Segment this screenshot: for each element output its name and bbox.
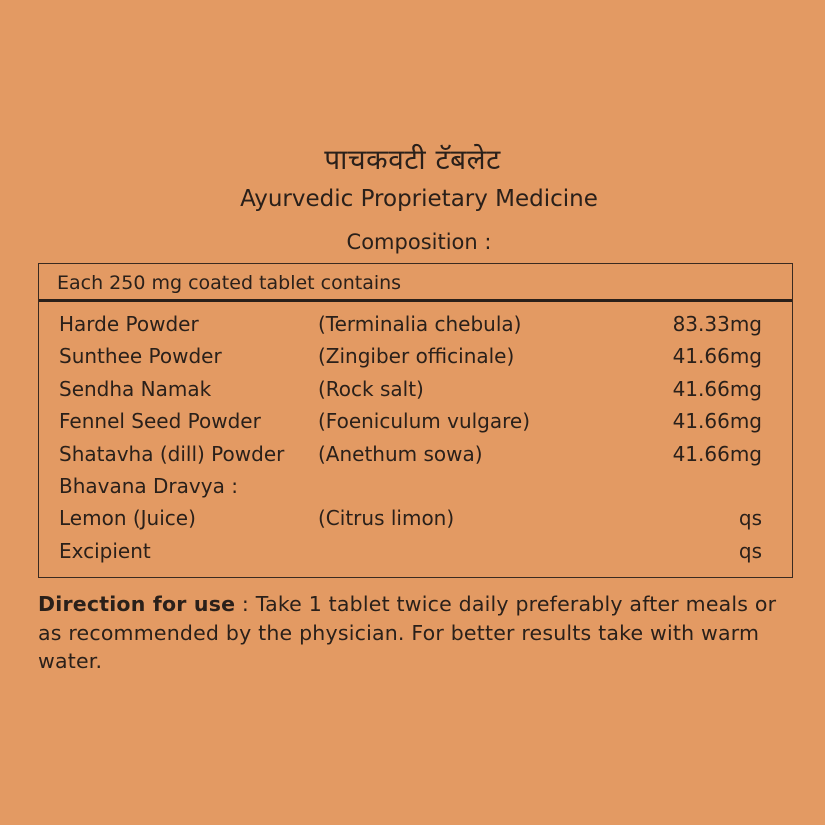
ingredient-list — [39, 308, 792, 567]
ingredient-name: Fennel Seed Powder — [59, 409, 261, 434]
ingredient-row — [39, 470, 792, 502]
ingredient-latin-name: (Citrus limon) — [318, 506, 455, 531]
ingredient-row — [39, 502, 792, 534]
ingredient-row — [39, 535, 792, 567]
product-title-hindi: पाचकवटी टॅबलेट — [324, 143, 501, 176]
ingredient-row — [39, 308, 792, 340]
ingredient-latin-name: (Rock salt) — [318, 376, 424, 401]
direction-label: Direction for use — [38, 592, 236, 616]
composition-table-divider — [39, 299, 792, 302]
ingredient-group-label: Bhavana Dravya : — [59, 473, 238, 498]
ingredient-amount: 83.33mg — [672, 312, 762, 336]
ingredient-latin-name: (Anethum sowa) — [318, 441, 483, 466]
product-subtitle: Ayurvedic Proprietary Medicine — [240, 186, 598, 212]
ingredient-amount: qs — [738, 506, 762, 531]
ingredient-latin-name: (Terminalia chebula) — [318, 312, 522, 336]
ingredient-name: Excipient — [59, 538, 151, 563]
ingredient-name: Sunthee Powder — [59, 344, 222, 369]
ingredient-name: Lemon (Juice) — [59, 506, 196, 531]
composition-table-header: Each 250 mg coated tablet contains — [57, 272, 402, 294]
ingredient-latin-name: (Zingiber officinale) — [318, 344, 515, 369]
direction-for-use — [38, 590, 798, 676]
ingredient-name: Sendha Namak — [59, 376, 212, 401]
direction-separator: : — [235, 592, 256, 616]
ingredient-name: Shatavha (dill) Powder — [59, 441, 285, 466]
ingredient-name: Harde Powder — [59, 312, 199, 336]
ingredient-row — [39, 340, 792, 372]
composition-table — [38, 263, 793, 578]
ingredient-amount: 41.66mg — [672, 441, 762, 466]
ingredient-amount: 41.66mg — [672, 409, 762, 434]
ingredient-latin-name: (Foeniculum vulgare) — [318, 409, 531, 434]
composition-heading: Composition : — [346, 230, 492, 254]
ingredient-row — [39, 373, 792, 405]
ingredient-amount: 41.66mg — [672, 376, 762, 401]
ingredient-amount: qs — [738, 538, 762, 563]
direction-text: Take 1 tablet twice daily preferably after meals or as recommended by the physician. For better results take with warm water. — [38, 592, 777, 673]
ingredient-amount: 41.66mg — [672, 344, 762, 369]
ingredient-row — [39, 438, 792, 470]
ingredient-row — [39, 405, 792, 437]
